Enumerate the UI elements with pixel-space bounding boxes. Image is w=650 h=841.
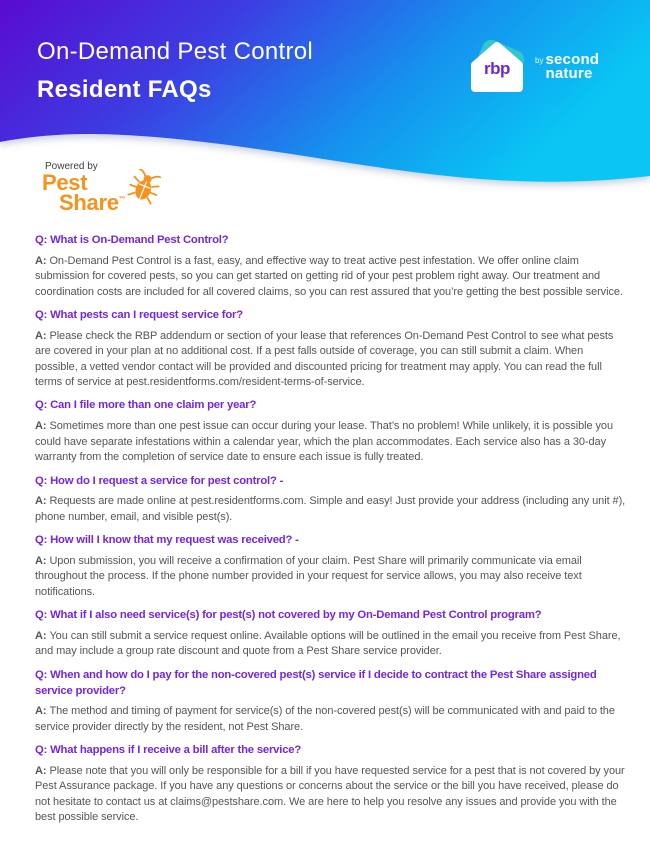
pest-share-share-text: Share xyxy=(59,190,119,216)
answer-prefix: A: xyxy=(35,254,50,267)
pest-share-logo xyxy=(42,161,161,216)
page-subtitle: Resident FAQs xyxy=(37,75,212,103)
faq-answer xyxy=(35,494,627,525)
pest-share-line2 xyxy=(59,190,126,216)
second-nature-line2: nature xyxy=(545,65,593,82)
faq-answer xyxy=(35,704,627,735)
faq-question: Q: How will I know that my request was received? - xyxy=(35,534,299,547)
answer-prefix: A: xyxy=(35,765,50,778)
pest-share-line1: Pest xyxy=(42,170,88,195)
faq-item xyxy=(35,474,627,526)
trademark-symbol: ™ xyxy=(118,196,126,204)
faq-question: Q: Can I file more than one claim per year? xyxy=(35,399,257,412)
faq-item xyxy=(35,398,627,465)
faq-item xyxy=(35,608,627,660)
answer-prefix: A: xyxy=(35,420,50,433)
rbp-logo-text: rbp xyxy=(484,59,510,78)
bug-icon xyxy=(127,169,161,207)
faq-question: Q: What pests can I request service for? xyxy=(35,309,243,322)
faq-list xyxy=(35,233,627,834)
faq-answer xyxy=(35,419,627,465)
faq-item xyxy=(35,308,627,390)
pest-share-wordmark xyxy=(42,170,126,216)
by-label: by xyxy=(535,55,544,65)
second-nature-wordmark xyxy=(545,50,600,82)
powered-by-label: Powered by xyxy=(45,161,98,172)
answer-text: Upon submission, you will receive a confirmation of your claim. Pest Share will primarily communicate via email throughout the process. If the phone number provided in your request for service allows, you may also receive text notifications. xyxy=(35,554,582,598)
answer-text: The method and timing of payment for service(s) of the non-covered pest(s) will be communicated with and paid to the service provider directly by the resident, not Pest Share. xyxy=(35,705,615,733)
answer-prefix: A: xyxy=(35,554,50,567)
answer-text: Please check the RBP addendum or section of your lease that references On-Demand Pest Control to see what pests are covered in your plan at no additional cost. If a pest falls outside of coverage, you can still submit a claim. When possible, a vetted vendor contact will be provided and discounted pricing for treatment may apply. You can read the full terms of service at pest.residentforms.com/resident-terms-of-service. xyxy=(35,329,614,389)
header-title-block xyxy=(37,38,313,105)
faq-answer xyxy=(35,254,627,300)
faq-answer xyxy=(35,554,627,600)
answer-text: Sometimes more than one pest issue can occur during your lease. That’s no problem! While unlikely, it is possible you could have separate infestations within a calendar year, which the plan accommodates. Each service also has a 30-day warranty from the completion of service date to ensure each issue is fully treated. xyxy=(35,420,613,464)
faq-question: Q: When and how do I pay for the non-covered pest(s) service if I decide to contract the Pest Share assigned service provider? xyxy=(35,668,597,697)
second-nature-logo xyxy=(535,50,600,82)
rbp-logo-badge xyxy=(468,38,526,96)
page-title: On-Demand Pest Control xyxy=(37,38,314,65)
answer-prefix: A: xyxy=(35,705,50,718)
answer-prefix: A: xyxy=(35,629,50,642)
answer-text: Requests are made online at pest.residentforms.com. Simple and easy! Just provide your address (including any unit #), phone number, email, and visible pest(s). xyxy=(35,495,626,523)
second-nature-line1: second xyxy=(545,50,600,68)
faq-item xyxy=(35,233,627,300)
faq-question: Q: What happens if I receive a bill after the service? xyxy=(35,744,302,757)
faq-item xyxy=(35,533,627,600)
faq-answer xyxy=(35,329,627,391)
answer-prefix: A: xyxy=(35,329,50,342)
answer-text: You can still submit a service request online. Available options will be outlined in the email you receive from Pest Share, and may include a group rate discount and quote from a Pest Share service provider. xyxy=(35,629,621,658)
answer-prefix: A: xyxy=(35,495,50,508)
faq-item xyxy=(35,668,627,735)
rbp-logo xyxy=(468,38,599,96)
faq-item xyxy=(35,743,627,825)
faq-answer xyxy=(35,629,627,660)
answer-text: Please note that you will only be responsible for a bill if you have requested service for a pest that is not covered by your Pest Assurance package. If you have any questions or concerns about the service or the bill you have received, please do not hesitate to contact us at claims@pestshare.com. We are here to help you resolve any issues and provide you with the best possible service. xyxy=(35,765,625,824)
faq-question: Q: What if I also need service(s) for pest(s) not covered by my On-Demand Pest Control program? xyxy=(35,609,542,622)
faq-question: Q: How do I request a service for pest control? - xyxy=(35,474,284,487)
faq-answer xyxy=(35,764,627,826)
faq-question: Q: What is On-Demand Pest Control? xyxy=(35,234,229,246)
answer-text: On-Demand Pest Control is a fast, easy, and effective way to treat active pest infestation. We offer online claim submission for covered pests, so you can get started on getting rid of your pest problem right away. Our treatment and coordination costs are included for all covered claims, so you can rest assured that you’re getting the best possible service. xyxy=(35,254,623,298)
